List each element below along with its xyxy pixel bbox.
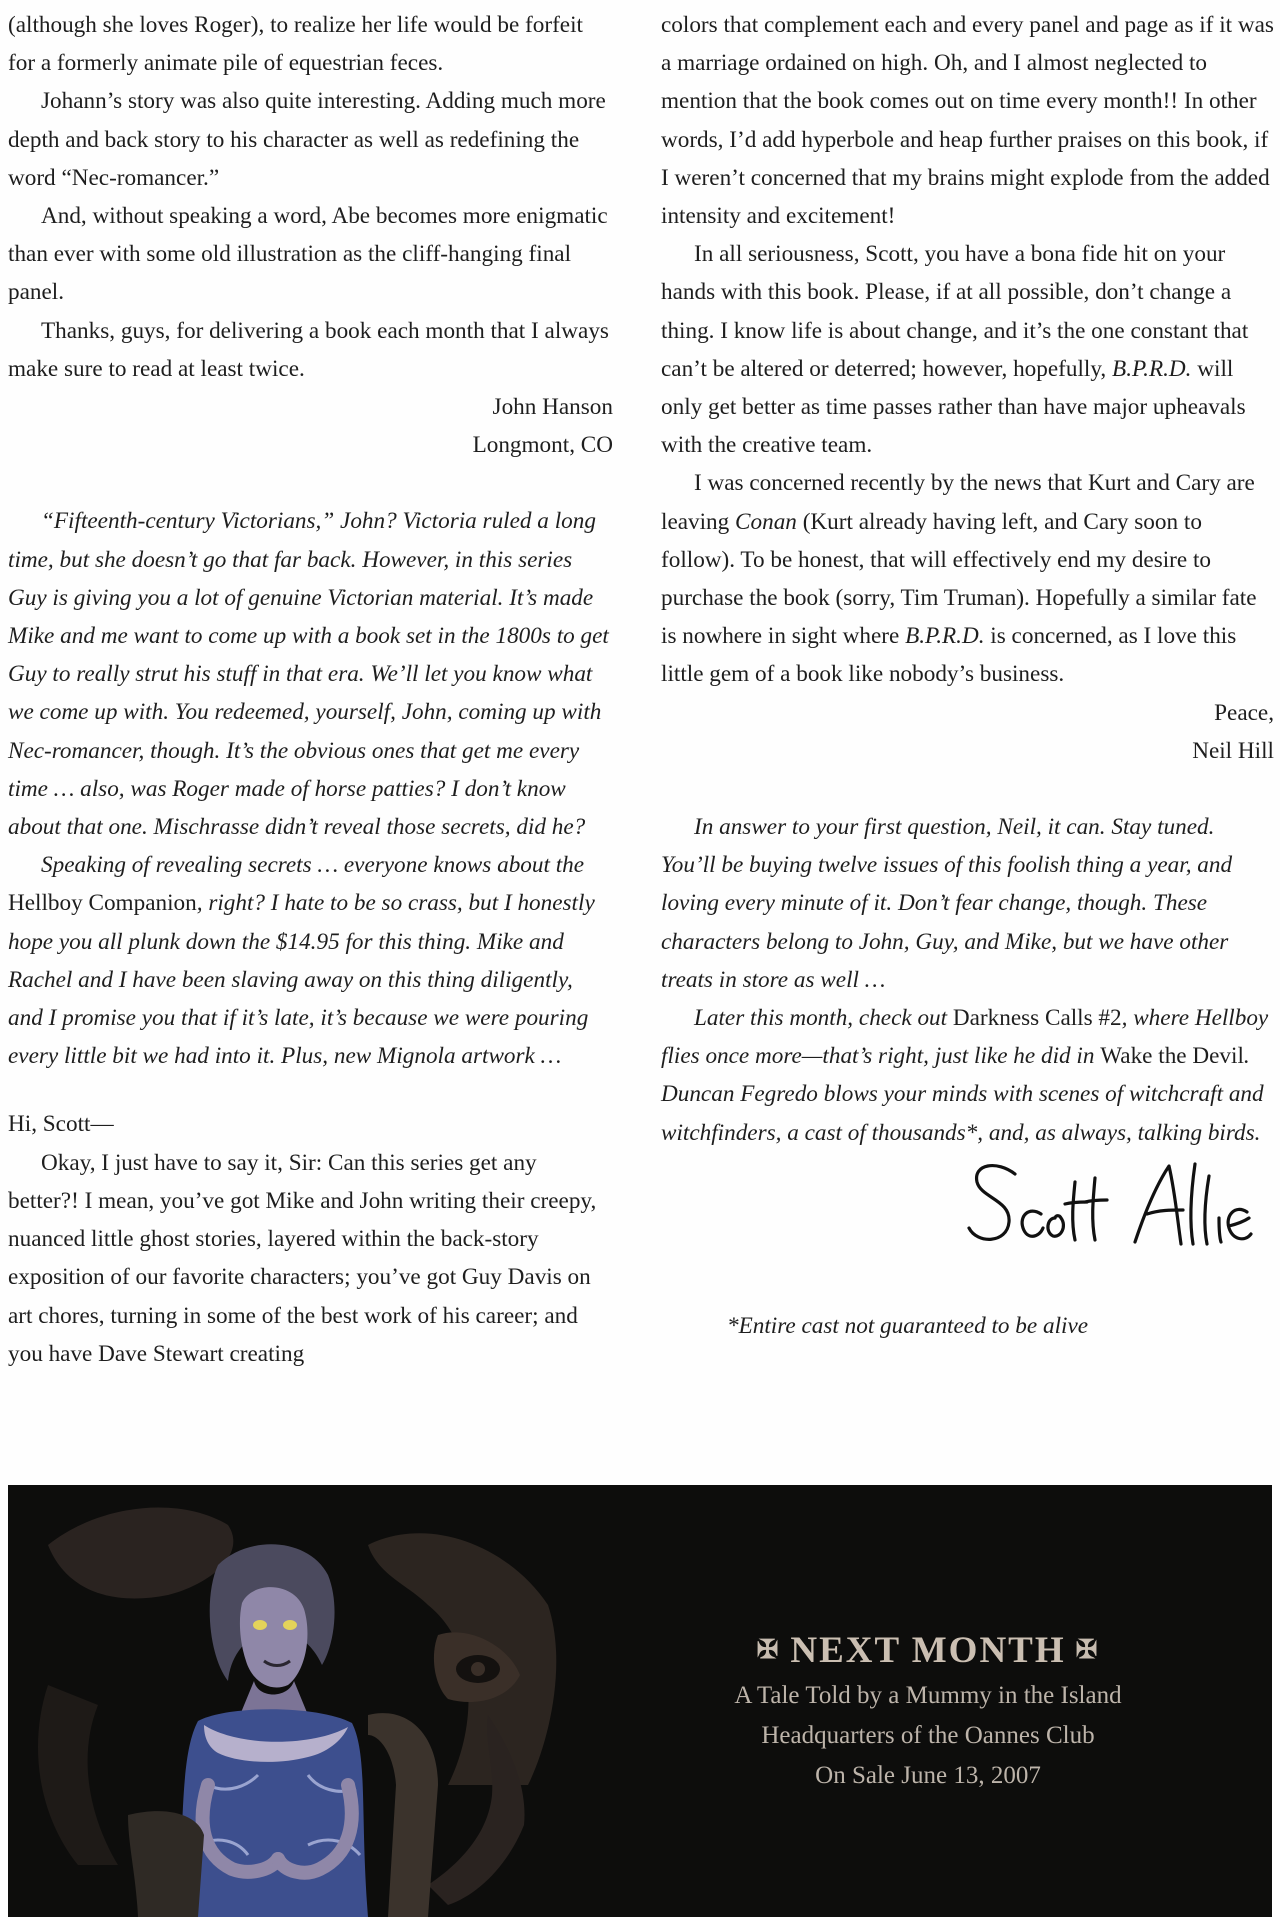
book-title: Conan xyxy=(735,508,797,535)
spacer xyxy=(8,1075,613,1105)
letter-paragraph xyxy=(661,464,1274,693)
book-title: Hellboy xyxy=(8,890,83,917)
signoff-place: Longmont, CO xyxy=(472,432,613,459)
signoff-name: Neil Hill xyxy=(1192,737,1274,764)
next-issue-title-line1: A Tale Told by a Mummy in the Island xyxy=(734,1682,1122,1709)
next-month-heading: NEXT MONTH xyxy=(790,1630,1066,1671)
reply-text: , right? I hate to be so crass, but I honestly hope you all plunk down the $14.95 for this thing. Mike and Rachel and I have been slaving away on this thing diligently, and I promise you that if it’s late, it’s because we were pouring every little bit we had into it. Plus, new Mignola artwork … xyxy=(8,890,595,1070)
letter-paragraph: Okay, I just have to say it, Sir: Can this series get any better?! I mean, you’ve got Mike and John writing their creepy, nuanced little ghost stories, layered within the back-story exposition of our favorite characters; you’ve got Guy Davis on art chores, turning in some of the best work of his career; and you have Dave Stewart creating xyxy=(8,1149,597,1367)
signoff-peace: Peace, xyxy=(1214,699,1274,726)
letter-paragraph: (although she loves Roger), to realize her life would be forfeit for a formerly animate pile of equestrian feces. xyxy=(8,12,583,77)
letter-text: is concerned, as I love this little gem of a book like nobody’s business. xyxy=(661,623,1237,688)
book-title-cont: Companion xyxy=(82,890,197,917)
signoff-name: John Hanson xyxy=(492,394,613,421)
next-month-title xyxy=(648,1625,1208,1676)
book-title: Wake the Devil xyxy=(1100,1043,1244,1070)
book-title: B.P.R.D. xyxy=(905,623,985,650)
spacer xyxy=(661,770,1274,808)
signature-handwriting xyxy=(963,1152,1253,1262)
editor-reply-paragraph xyxy=(661,999,1274,1152)
editor-reply-paragraph: In answer to your first question, Neil, it can. Stay tuned. You’ll be buying twelve issues of this foolish thing a year, and loving every minute of it. Don’t fear change, though. These characters belong to John, Guy, and Mike, but we have other treats in store as well … xyxy=(661,814,1233,993)
letter-text: In all seriousness, Scott, you have a bona fide hit on your hands with this book. Please, if at all possible, don’t change a thing. I know life is about change, and it’s the one constant that can’t be altered or deterred; however, hopefully, xyxy=(661,241,1249,382)
letter-text: I was concerned recently by the news that Kurt and Cary are leaving xyxy=(661,470,1255,535)
reply-text: , where Hellboy flies once more—that’s right, just like he did in xyxy=(661,1005,1269,1070)
letter-paragraph: Johann’s story was also quite interesting. Adding much more depth and back story to his character as well as redefining the word “Nec-romancer.” xyxy=(8,88,606,191)
right-column xyxy=(661,6,1274,1345)
letter-text: will only get better as time passes rather than have major upheavals with the creative team. xyxy=(661,355,1246,459)
footnote: *Entire cast not guaranteed to be alive xyxy=(727,1312,1089,1339)
book-title: B.P.R.D. xyxy=(1112,355,1192,382)
reply-text: Later this month, check out xyxy=(694,1005,953,1032)
editor-reply-paragraph: “Fifteenth-century Victorians,” John? Victoria ruled a long time, but she doesn’t go that far back. However, in this series Guy is giving you a lot of genuine Victorian material. It’s made Mike and me want to come up with a book set in the 1800s to get Guy to really strut his stuff in that era. We’ll let you know what we come up with. You redeemed, yourself, John, coming up with Nec-romancer, though. It’s the obvious ones that get me every time … also, was Roger made of horse patties? I don’t know about that one. Mischrasse didn’t reveal those secrets, did he? xyxy=(8,508,609,841)
letter-text: (Kurt already having left, and Cary soon to follow). To be honest, that will effectively end my desire to purchase the book (sorry, Tim Truman). Hopefully a similar fate is nowhere in sight where xyxy=(661,508,1257,650)
next-month-info xyxy=(648,1625,1208,1796)
on-sale-date: On Sale June 13, 2007 xyxy=(815,1762,1041,1789)
reply-text: . Duncan Fegredo blows your minds with scenes of witchcraft and witchfinders, a cast of thousands*, and, as always, talking birds. xyxy=(661,1043,1264,1146)
letter-greeting: Hi, Scott— xyxy=(8,1111,114,1138)
editor-reply-paragraph xyxy=(8,846,613,1075)
letter-paragraph: colors that complement each and every panel and page as if it was a marriage ordained on high. Oh, and I almost neglected to mention that the book comes out on time every month!! In other words, I’d add hyperbole and heap further praises on this book, if I weren’t concerned that my brains might explode from the added intensity and excitement! xyxy=(661,12,1274,230)
comic-art-illustration xyxy=(8,1485,628,1917)
editor-signature xyxy=(661,1152,1274,1272)
book-title: Darkness Calls #2 xyxy=(952,1005,1122,1032)
cross-pattee-icon: ✠ xyxy=(756,1635,781,1664)
letter-paragraph: Thanks, guys, for delivering a book each month that I always make sure to read at least twice. xyxy=(8,317,609,382)
reply-text: Speaking of revealing secrets … everyone knows about the xyxy=(41,852,585,879)
spacer xyxy=(8,464,613,502)
cross-pattee-icon: ✠ xyxy=(1075,1635,1100,1664)
next-issue-title-line2: Headquarters of the Oannes Club xyxy=(761,1722,1095,1749)
letter-paragraph xyxy=(661,235,1274,464)
left-column xyxy=(8,6,613,1373)
letter-paragraph: And, without speaking a word, Abe becomes more enigmatic than ever with some old illustration as the cliff-hanging final panel. xyxy=(8,203,608,306)
next-month-banner xyxy=(8,1485,1272,1917)
